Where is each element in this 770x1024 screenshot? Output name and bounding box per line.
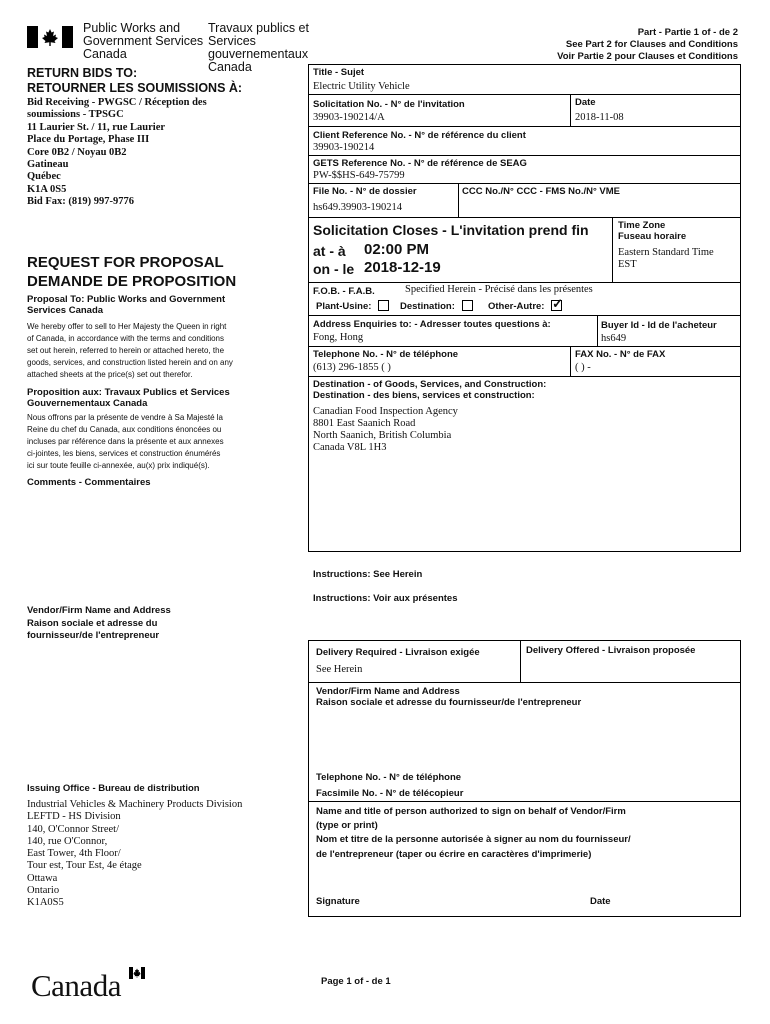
vendor-name-address-label: Vendor/Firm Name and Address Raison sociale et adresse du fournisseur/de l'entrepreneur bbox=[316, 686, 582, 708]
canada-wordmark bbox=[31, 966, 121, 1002]
instructions-en: Instructions: See Herein bbox=[313, 569, 423, 580]
page-number: Page 1 of - de 1 bbox=[321, 976, 391, 987]
proposition-text: Nous offrons par la présente de vendre à Sa Majesté la Reine du chef du Canada, aux conditions énoncées ou incluses par référence dans la présente et aux annexes ci-jointes, les biens, services et construction énumérés ici sur toute feuille ci-annexée, au(x) prix indiqué(s). bbox=[27, 413, 224, 470]
at-label: at - à bbox=[313, 243, 346, 259]
fob-value: Specified Herein - Précisé dans les présentes bbox=[405, 284, 593, 295]
return-bids-title-fr: RETOURNER LES SOUMISSIONS À: bbox=[27, 81, 243, 95]
client-ref-value: 39903-190214 bbox=[313, 142, 375, 153]
fob-label: F.O.B. - F.A.B. bbox=[313, 286, 375, 297]
delivery-offered-label: Delivery Offered - Livraison proposée bbox=[526, 645, 696, 656]
buyer-id-value: hs649 bbox=[601, 333, 627, 344]
closing-date: 2018-12-19 bbox=[364, 259, 441, 276]
closing-time: 02:00 PM bbox=[364, 241, 430, 258]
other-checkbox-label: Other-Autre: ✓ bbox=[488, 296, 564, 312]
file-no-label: File No. - N° de dossier bbox=[313, 186, 417, 197]
enquiries-label: Address Enquiries to: - Adresser toutes questions à: bbox=[313, 319, 551, 330]
proposition-aux: Proposition aux: Travaux Publics et Services Gouvernementaux Canada bbox=[27, 387, 230, 409]
solicitation-no-value: 39903-190214/A bbox=[313, 112, 385, 123]
signature-date-label: Date bbox=[590, 896, 611, 907]
destination-address: Canadian Food Inspection Agency 8801 East Saanich Road North Saanich, British Columbia Canada V8L 1H3 bbox=[313, 406, 458, 453]
return-bids-title-en: RETURN BIDS TO: bbox=[27, 66, 138, 80]
gets-ref-label: GETS Reference No. - N° de référence de SEAG bbox=[313, 158, 527, 169]
date-value: 2018-11-08 bbox=[575, 112, 624, 123]
phone-label: Telephone No. - N° de téléphone bbox=[313, 349, 459, 360]
authorized-person-label: Name and title of person authorized to sign on behalf of Vendor/Firm (type or print) Nom et titre de la personne autorisée à signer au nom du fournisseur/ de l'entrepreneur (taper ou écrire en caractères d'imprimerie) bbox=[316, 806, 631, 860]
delivery-required-value: See Herein bbox=[316, 664, 363, 675]
phone-value: (613) 296-1855 ( ) bbox=[313, 362, 391, 373]
signature-label: Signature bbox=[316, 896, 360, 907]
canada-wordmark-text: Canada bbox=[31, 968, 121, 1003]
issuing-office-label: Issuing Office - Bureau de distribution bbox=[27, 783, 200, 794]
destination-checkbox[interactable] bbox=[462, 300, 473, 311]
client-ref-label: Client Reference No. - N° de référence du client bbox=[313, 130, 526, 141]
plant-usine-label: Plant-Usine: bbox=[316, 300, 389, 312]
ccc-no-label: CCC No./N° CCC - FMS No./N° VME bbox=[462, 186, 621, 197]
title-label: Title - Sujet bbox=[313, 67, 365, 78]
wordmark-flag-icon bbox=[129, 967, 145, 979]
destination-label: Destination - of Goods, Services, and Construction: Destination - des biens, services et construction: bbox=[313, 379, 547, 401]
buyer-id-label: Buyer Id - Id de l'acheteur bbox=[601, 320, 717, 331]
instructions-fr: Instructions: Voir aux présentes bbox=[313, 593, 458, 604]
on-label: on - le bbox=[313, 261, 355, 277]
title-value: Electric Utility Vehicle bbox=[313, 81, 410, 92]
department-name-en: Public Works and Government Services Canada bbox=[83, 21, 204, 61]
vendor-facsimile-label: Facsimile No. - N° de télécopieur bbox=[316, 788, 464, 799]
time-zone-label: Time Zone Fuseau horaire bbox=[618, 220, 687, 242]
fax-label: FAX No. - N° de FAX bbox=[575, 349, 666, 360]
destination-checkbox-label: Destination: bbox=[400, 300, 473, 312]
solicitation-no-label: Solicitation No. - N° de l'invitation bbox=[313, 99, 465, 110]
fax-value: ( ) - bbox=[575, 362, 591, 373]
part-indicator: Part - Partie 1 of - de 2 bbox=[637, 27, 738, 38]
other-checkbox[interactable] bbox=[551, 296, 564, 311]
vendor-firm-label: Vendor/Firm Name and Address Raison sociale et adresse du fournisseur/de l'entrepreneur bbox=[27, 605, 171, 641]
date-label: Date bbox=[575, 97, 596, 108]
part-2-note-fr: Voir Partie 2 pour Clauses et Conditions bbox=[557, 51, 738, 62]
department-name-fr: Travaux publics et Services gouvernementaux Canada bbox=[208, 21, 309, 74]
rfp-title-fr: DEMANDE DE PROPOSITION bbox=[27, 273, 237, 290]
part-2-note-en: See Part 2 for Clauses and Conditions bbox=[565, 39, 738, 50]
issuing-office-address: Industrial Vehicles & Machinery Products Division LEFTD - HS Division 140, O'Connor Street/ 140, rue O'Connor, East Tower, 4th Floor/ Tour est, Tour Est, 4e étage Ottawa Ontario K1A0S5 bbox=[27, 799, 243, 909]
solicitation-closes-label: Solicitation Closes - L'invitation prend fin bbox=[313, 222, 589, 238]
plant-checkbox[interactable] bbox=[378, 300, 389, 311]
proposal-to-text: We hereby offer to sell to Her Majesty the Queen in right of Canada, in accordance with the terms and conditions set out herein, referred to herein or attached hereto, the goods, services, and construction listed herein and on any attached sheets at the price(s) set out therefor. bbox=[27, 322, 233, 379]
enquiries-value: Fong, Hong bbox=[313, 332, 364, 343]
file-no-value: hs649.39903-190214 bbox=[313, 202, 402, 213]
return-bids-address: Bid Receiving - PWGSC / Réception des soumissions - TPSGC 11 Laurier St. / 11, rue Laurier Place du Portage, Phase III Core 0B2 / Noyau 0B2 Gatineau Québec K1A 0S5 Bid Fax: (819) 997-9776 bbox=[27, 97, 207, 208]
rfp-title-en: REQUEST FOR PROPOSAL bbox=[27, 254, 224, 271]
proposal-to: Proposal To: Public Works and Government Services Canada bbox=[27, 294, 226, 316]
gets-ref-value: PW-$$HS-649-75799 bbox=[313, 170, 405, 181]
vendor-telephone-label: Telephone No. - N° de téléphone bbox=[316, 772, 462, 783]
canada-flag-icon bbox=[27, 26, 73, 48]
delivery-required-label: Delivery Required - Livraison exigée bbox=[316, 647, 480, 658]
time-zone-value: Eastern Standard Time EST bbox=[618, 247, 714, 270]
checkmark-icon: ✓ bbox=[552, 296, 564, 311]
comments-label: Comments - Commentaires bbox=[27, 477, 151, 488]
